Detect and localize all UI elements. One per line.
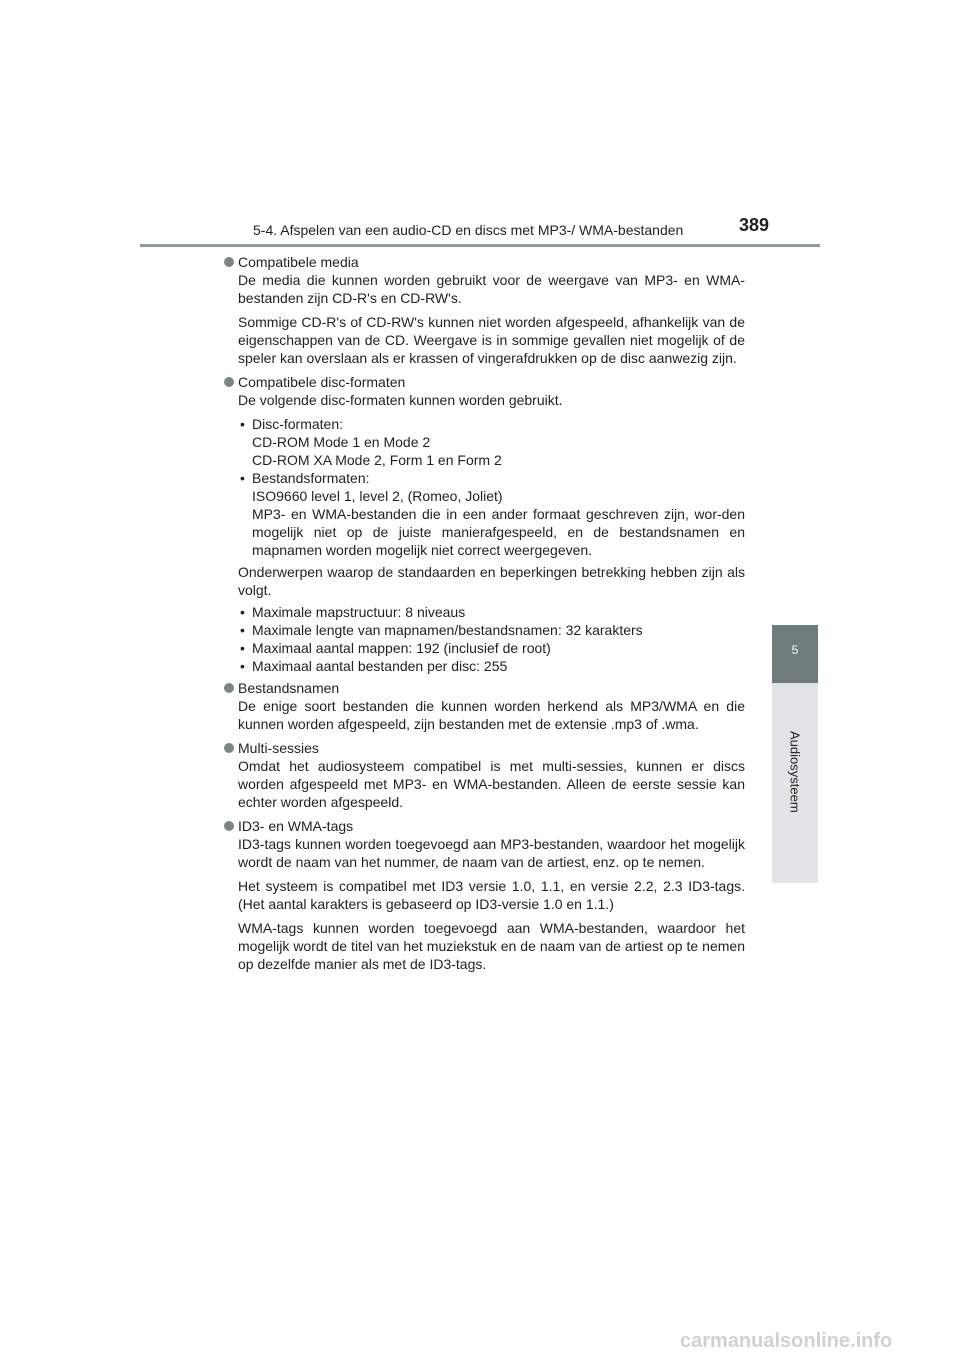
bullet-dot-icon (224, 377, 234, 387)
page-header (140, 0, 820, 250)
chapter-tab-number[interactable]: 5 (772, 625, 818, 683)
paragraph: Sommige CD-R's of CD-RW's kunnen niet worden afgespeeld, afhankelijk van de eigenschappen van de CD. Weergave is in sommige gevallen niet mogelijk of de speler kan overslaan als er krassen of vingerafdrukken op de disc aanwezig zijn. (238, 314, 745, 366)
paragraph: ID3-tags kunnen worden toegevoegd aan MP3-bestanden, waardoor het mogelijk wordt de naam van het nummer, de naam van de artiest, enz. op te nemen. (238, 836, 745, 870)
section-compatible-media (224, 253, 745, 367)
page-number: 389 (739, 215, 770, 235)
section-file-names (224, 679, 745, 733)
paragraph: Omdat het audiosysteem compatibel is met multi-sessies, kunnen er discs worden afgespeeld met MP3- en WMA-bestanden. Alleen de eerste sessie kan echter worden afgespeeld. (238, 758, 745, 810)
list-item: • Disc-formaten: CD-ROM Mode 1 en Mode 2 CD-ROM XA Mode 2, Form 1 en Form 2 (238, 415, 745, 469)
section-multi-session (224, 739, 745, 811)
section-heading: Multi-sessies (224, 739, 745, 757)
paragraph: WMA-tags kunnen worden toegevoegd aan WMA-bestanden, waardoor het mogelijk wordt de titel van het muziekstuk en de naam van de artiest op te nemen op dezelfde manier als met de ID3-tags. (238, 920, 745, 972)
bullet-dot-icon (224, 257, 234, 267)
paragraph: De enige soort bestanden die kunnen worden herkend als MP3/WMA en die kunnen worden afgespeeld, zijn bestanden met de extensie .mp3 of .wma. (238, 698, 745, 732)
section-tags (224, 817, 745, 973)
section-heading: Compatibele disc-formaten (224, 373, 745, 391)
chapter-tab-label[interactable] (772, 683, 818, 883)
list-item: • Maximale mapstructuur: 8 niveaus (238, 603, 745, 621)
section-disc-formats (224, 373, 745, 675)
list-item: • Bestandsformaten: ISO9660 level 1, level 2, (Romeo, Joliet) MP3- en WMA-bestanden die in een ander formaat geschreven zijn, wor-den mogelijk niet op de juiste manierafgespeeld, en de bestandsnamen en mapnamen worden mogelijk niet correct weergegeven. (238, 469, 745, 559)
page-content (224, 253, 745, 979)
bullet-dot-icon (224, 821, 234, 831)
bullet-dot-icon (224, 743, 234, 753)
paragraph: Het systeem is compatibel met ID3 versie 1.0, 1.1, en versie 2.2, 2.3 ID3-tags. (Het aantal karakters is gebaseerd op ID3-versie 1.0 en 1.1.) (238, 878, 745, 912)
format-list (238, 415, 745, 559)
paragraph: Onderwerpen waarop de standaarden en beperkingen betrekking hebben zijn als volgt. (238, 564, 745, 598)
list-item: • Maximaal aantal bestanden per disc: 255 (238, 657, 745, 675)
header-divider (140, 244, 820, 247)
list-item: • Maximale lengte van mapnamen/bestandsnamen: 32 karakters (238, 621, 745, 639)
watermark-logo: carmanualsonline.info (680, 1330, 893, 1352)
section-heading: Compatibele media (224, 253, 745, 271)
section-title: 5-4. Afspelen van een audio-CD en discs met MP3-/ WMA-bestanden (253, 222, 684, 238)
paragraph: De media die kunnen worden gebruikt voor de weergave van MP3- en WMA-bestanden zijn CD-R's en CD-RW's. (238, 272, 745, 306)
section-heading: ID3- en WMA-tags (224, 817, 745, 835)
paragraph: De volgende disc-formaten kunnen worden gebruikt. (238, 392, 563, 408)
chapter-label-text: Audiosysteem (787, 731, 803, 813)
bullet-dot-icon (224, 683, 234, 693)
list-item: • Maximaal aantal mappen: 192 (inclusief de root) (238, 639, 745, 657)
section-heading: Bestandsnamen (224, 679, 745, 697)
limits-list (238, 603, 745, 675)
